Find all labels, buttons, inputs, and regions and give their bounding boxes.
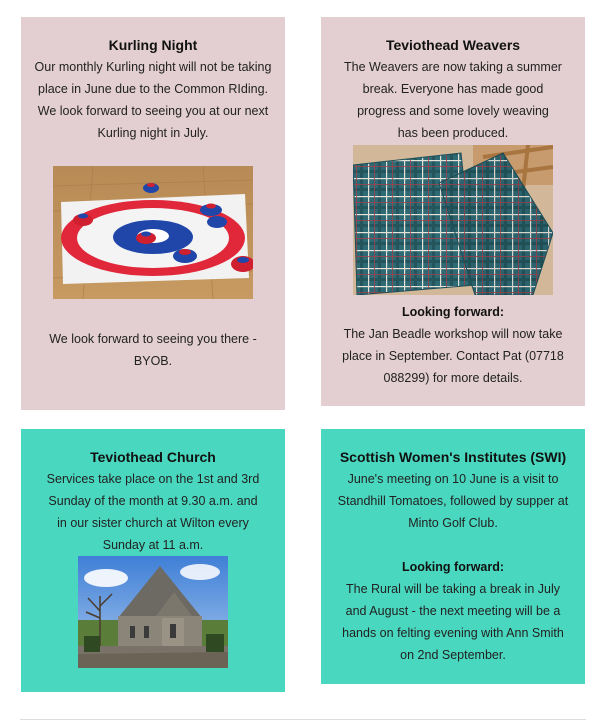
kurling-night-title: Kurling Night <box>108 37 198 53</box>
kurling-body-line: We look forward to seeing you at our next <box>37 104 269 118</box>
swi-body-line: June's meeting on 10 June is a visit to <box>347 472 559 486</box>
teviothead-weavers-card <box>321 17 585 406</box>
church-photo-image <box>78 556 228 668</box>
weavers-footer-line: place in September. Contact Pat (07718 <box>342 349 564 363</box>
swi-card <box>321 429 585 684</box>
weavers-title: Teviothead Weavers <box>385 37 521 53</box>
church-body-line: Sunday at 11 a.m. <box>102 538 204 552</box>
weavers-looking-forward-heading: Looking forward: <box>401 305 505 319</box>
swi-footer-line: The Rural will be taking a break in July <box>346 582 560 596</box>
kurling-footer-line: We look forward to seeing you there - <box>49 332 257 346</box>
weavers-footer-line: 088299) for more details. <box>383 371 523 385</box>
swi-footer-line: hands on felting evening with Ann Smith <box>342 626 564 640</box>
teviothead-church-card <box>21 429 285 692</box>
church-photo <box>78 556 228 668</box>
church-body-line: Sunday of the month at 9.30 a.m. and <box>48 494 258 508</box>
church-title: Teviothead Church <box>90 449 216 465</box>
church-body-line: in our sister church at Wilton every <box>57 516 249 530</box>
weavers-body-line: The Weavers are now taking a summer <box>344 60 562 74</box>
swi-body-line: Standhill Tomatoes, followed by supper at <box>337 494 569 508</box>
weavers-body-line: progress and some lovely weaving <box>357 104 549 118</box>
kurling-body-line: place in June due to the Common RIding. <box>38 82 268 96</box>
church-body-line: Services take place on the 1st and 3rd <box>46 472 260 486</box>
swi-footer-line: and August - the next meeting will be a <box>345 604 561 618</box>
kurling-photo-image <box>53 166 253 299</box>
swi-title: Scottish Women's Institutes (SWI) <box>339 449 567 465</box>
kurling-night-card <box>21 17 285 410</box>
weavers-photo-image <box>353 145 553 295</box>
kurling-photo <box>53 166 253 299</box>
swi-body-line: Minto Golf Club. <box>408 516 498 530</box>
weavers-photo <box>353 145 553 295</box>
kurling-body-line: Kurling night in July. <box>97 126 209 140</box>
weavers-body-line: break. Everyone has made good <box>362 82 544 96</box>
kurling-body-line: Our monthly Kurling night will not be taking <box>34 60 272 74</box>
swi-looking-forward-heading: Looking forward: <box>401 560 505 574</box>
weavers-body-line: has been produced. <box>397 126 509 140</box>
weavers-footer-line: The Jan Beadle workshop will now take <box>343 327 563 341</box>
kurling-footer-line: BYOB. <box>133 354 173 368</box>
swi-footer-line: on 2nd September. <box>400 648 506 662</box>
bottom-divider <box>20 719 586 720</box>
